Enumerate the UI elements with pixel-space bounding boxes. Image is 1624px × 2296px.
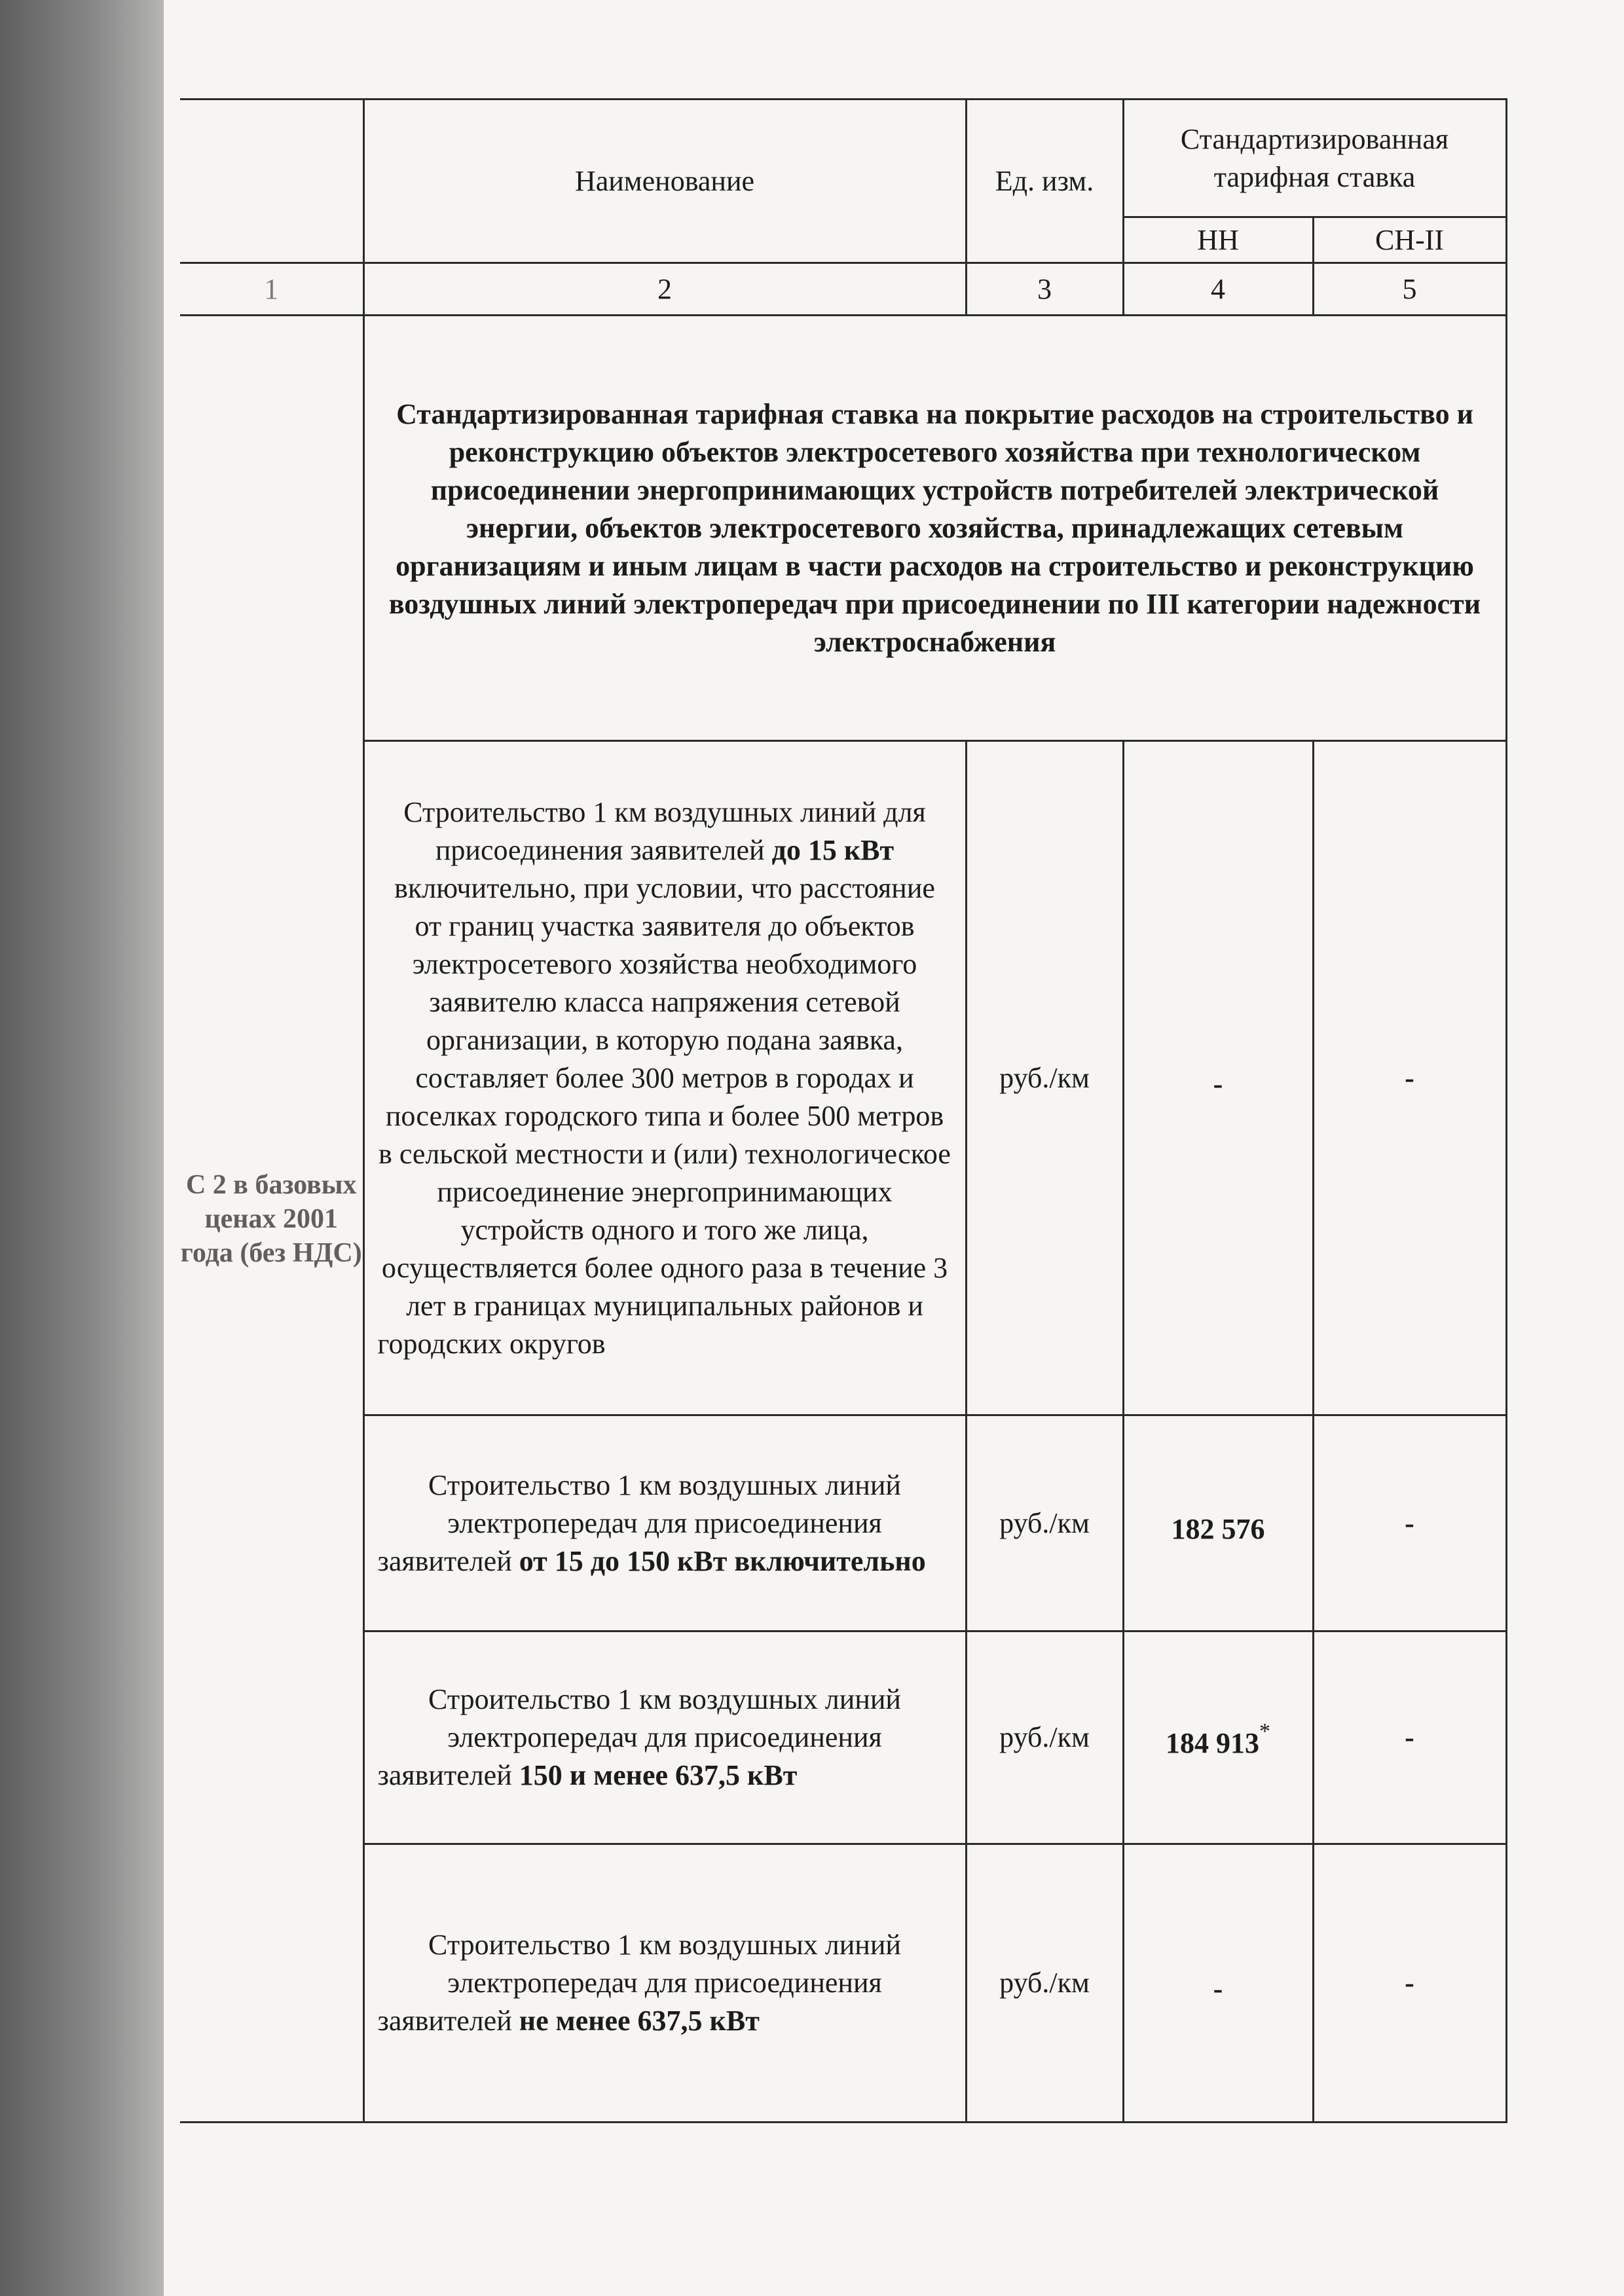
table-row	[180, 1415, 1506, 1631]
column-number-row	[180, 263, 1506, 316]
table-row	[180, 1631, 1506, 1844]
row-description: Строительство 1 км воздушных линий для присоединения заявителей до 15 кВт включительно, при условии, что расстояние от границ участка заявителя до объектов электросетевого хозяйства необходимого заявителю класса напряжения сетевой организации, в которую подана заявка, составляет более 300 метров в городах и поселках городского типа и более 500 метров в сельской местности и (или) технологическое присоединение энергопринимающих устройств одного и того же лица, осуществляется более одного раза в течение 3 лет в границах муниципальных районов и городских округов	[363, 741, 966, 1415]
row-description: Строительство 1 км воздушных линий электропередач для присоединения заявителей не менее 637,5 кВт	[363, 1844, 966, 2123]
header-unit: Ед. изм.	[966, 100, 1123, 263]
row-nn-value: -	[1123, 1844, 1313, 2123]
tariff-table	[180, 98, 1507, 2123]
row-sn2-value: -	[1313, 1415, 1506, 1631]
column-number: 5	[1313, 263, 1506, 316]
row-nn-value: 184 913*	[1123, 1631, 1313, 1844]
column-number: 2	[363, 263, 966, 316]
header-name: Наименование	[363, 100, 966, 263]
row-description: Строительство 1 км воздушных линий электропередач для присоединения заявителей от 15 до 150 кВт включительно	[363, 1415, 966, 1631]
row-nn-value: -	[1123, 741, 1313, 1415]
column-number: 3	[966, 263, 1123, 316]
header-code-cell	[180, 100, 363, 263]
header-rate: Стандартизированная тарифная ставка	[1123, 100, 1506, 217]
table-row	[180, 1844, 1506, 2123]
header-sn2: СН-II	[1313, 217, 1506, 263]
row-unit: руб./км	[966, 1415, 1123, 1631]
table-row	[180, 741, 1506, 1415]
row-unit: руб./км	[966, 741, 1123, 1415]
column-number: 1	[180, 263, 363, 316]
row-sn2-value: -	[1313, 1631, 1506, 1844]
row-sn2-value: -	[1313, 1844, 1506, 2123]
row-sn2-value: -	[1313, 741, 1506, 1415]
footnote-marker: *	[1259, 1719, 1270, 1743]
header-row	[180, 100, 1506, 217]
code-cell	[180, 316, 363, 2123]
row-unit: руб./км	[966, 1844, 1123, 2123]
header-nn: НН	[1123, 217, 1313, 263]
row-nn-value: 182 576	[1123, 1415, 1313, 1631]
row-description: Строительство 1 км воздушных линий электропередач для присоединения заявителей 150 и менее 637,5 кВт	[363, 1631, 966, 1844]
column-number: 4	[1123, 263, 1313, 316]
section-title: Стандартизированная тарифная ставка на покрытие расходов на строительство и реконструкцию объектов электросетевого хозяйства при технологическом присоединении энергопринимающих устройств потребителей электрической энергии, объектов электросетевого хозяйства, принадлежащих сетевым организациям и иным лицам в части расходов на строительство и реконструкцию воздушных линий электропередач при присоединении по III категории надежности электроснабжения	[363, 316, 1506, 741]
code-label: С 2 в базовых ценах 2001 года (без НДС)	[180, 1169, 362, 1268]
row-unit: руб./км	[966, 1631, 1123, 1844]
section-title-row	[180, 316, 1506, 741]
